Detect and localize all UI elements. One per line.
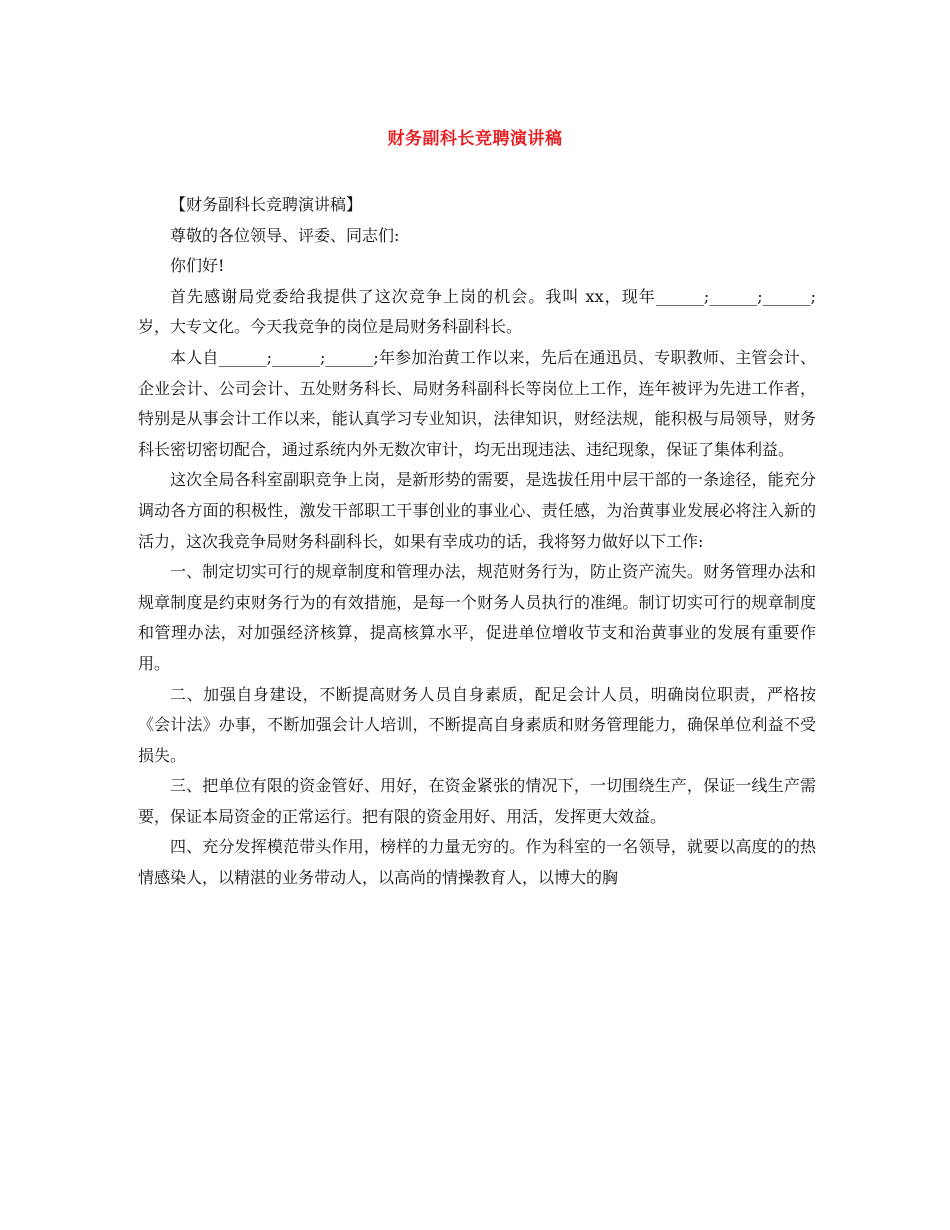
- paragraph: 一、制定切实可行的规章制度和管理办法，规范财务行为，防止资产流失。财务管理办法和规章制度是约束财务行为的有效措施，是每一个财务人员执行的准绳。制订切实可行的规章制度和管理办法，对加强经济核算，提高核算水平，促进单位增收节支和治黄事业的发展有重要作用。: [138, 562, 816, 673]
- paragraph: 你们好!: [170, 256, 225, 276]
- paragraph: 首先感谢局党委给我提供了这次竞争上岗的机会。我叫 xx，现年______;______;______;岁，大专文化。今天我竞争的岗位是局财务科副科长。: [138, 286, 816, 337]
- paragraph: 三、把单位有限的资金管好、用好，在资金紧张的情况下，一切围绕生产，保证一线生产需要，保证本局资金的正常运行。把有限的资金用好、用活，发挥更大效益。: [138, 776, 816, 826]
- paragraph: 本人自______;______;______;年参加治黄工作以来，先后在通迅员、专职教师、主管会计、企业会计、公司会计、五处财务科长、局财务科副科长等岗位上工作，连年被评为先进工作者，特别是从事会计工作以来，能认真学习专业知识，法律知识，财经法规，能积极与局领导，财务科长密切密切配合，通过系统内外无数次审计，均无出现违法、违纪现象，保证了集体利益。: [138, 347, 816, 459]
- paragraph: 尊敬的各位领导、评委、同志们:: [170, 225, 400, 245]
- document-body: [138, 190, 816, 894]
- paragraph: 四、充分发挥模范带头作用，榜样的力量无穷的。作为科室的一名领导，就要以高度的的热情感染人，以精湛的业务带动人，以高尚的情操教育人，以博大的胸: [138, 837, 816, 888]
- paragraph: 【财务副科长竞聘演讲稿】: [170, 195, 363, 214]
- document-title: 财务副科长竞聘演讲稿: [387, 129, 563, 149]
- paragraph: 这次全局各科室副职竞争上岗，是新形势的需要，是选拔任用中层干部的一条途径，能充分调动各方面的积极性，激发干部职工干事创业的事业心、责任感，为治黄事业发展必将注入新的活力，这次我竞争局财务科副科长，如果有幸成功的话，我将努力做好以下工作:: [138, 470, 816, 551]
- paragraph: 二、加强自身建设，不断提高财务人员自身素质，配足会计人员，明确岗位职责，严格按《会计法》办事，不断加强会计人培训，不断提高自身素质和财务管理能力，确保单位利益不受损失。: [138, 684, 816, 765]
